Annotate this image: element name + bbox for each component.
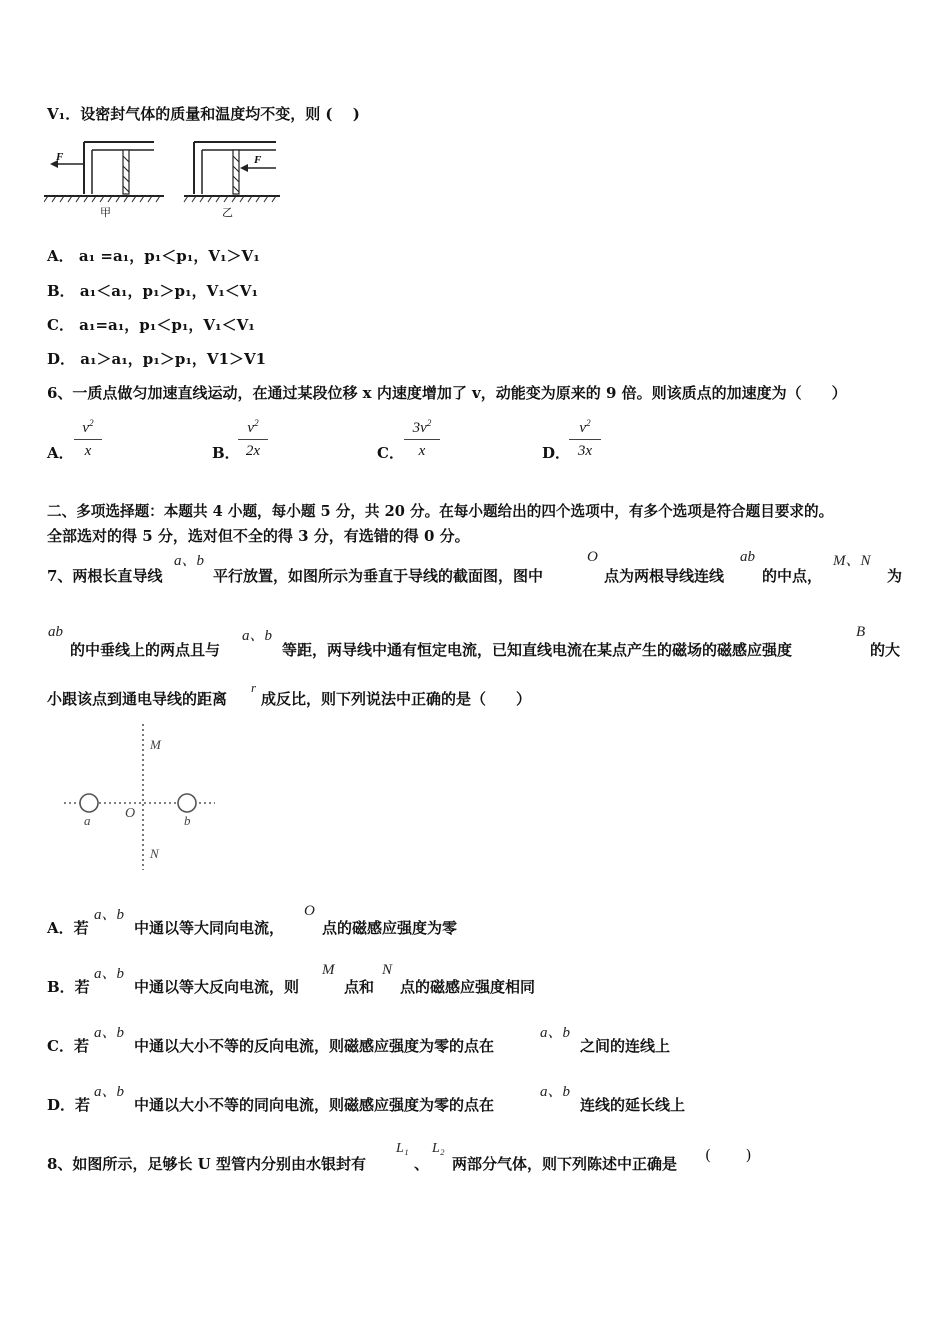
fig-label-a: a bbox=[84, 813, 91, 828]
q7-option-a-ab: a、b bbox=[94, 907, 125, 923]
q6-stem: 6、一质点做匀加速直线运动，在通过某段位移 x 内速度增加了 v，动能变为原来的 9 倍。则该质点的加速度为（ ） bbox=[47, 384, 847, 402]
q7-option-d-post: 连线的延长线上 bbox=[580, 1096, 686, 1114]
q7-option-c-ab2: a、b bbox=[540, 1025, 571, 1041]
caption-yi: 乙 bbox=[222, 206, 233, 219]
q6-option-d-label: D． bbox=[542, 444, 571, 462]
q5-option-d: D． a₁＞a₁，p₁＞p₁，V1＞V1 bbox=[47, 350, 267, 368]
q8-answer-paren: ( ) bbox=[705, 1146, 752, 1164]
q8-pre: 8、如图所示，足够长 U 型管内分别由水银封有 bbox=[47, 1155, 366, 1173]
q8-post: 两部分气体，则下列陈述中正确是 bbox=[452, 1155, 678, 1173]
q7-option-d-pre: D．若 bbox=[47, 1096, 91, 1114]
q7-line1-c: 点为两根导线连线 bbox=[604, 567, 725, 585]
q7-line2-a: 的中垂线上的两点且与 bbox=[70, 641, 221, 659]
q7-wire-figure bbox=[60, 720, 230, 880]
q7-line1-b: 平行放置，如图所示为垂直于导线的截面图，图中 bbox=[213, 567, 544, 585]
q7-sym-ab-pair-1: a、b bbox=[174, 553, 205, 569]
q7-option-c-pre: C．若 bbox=[47, 1037, 89, 1055]
caption-jia: 甲 bbox=[100, 206, 111, 219]
q7-line2-b: 等距，两导线中通有恒定电流，已知直线电流在某点产生的磁场的磁感应强度 bbox=[282, 641, 793, 659]
q8-L2: L₂ bbox=[432, 1141, 445, 1156]
section2-line2: 全部选对的得 5 分，选对但不全的得 3 分，有选错的得 0 分。 bbox=[47, 527, 470, 545]
q7-line3-a: 小跟该点到通电导线的距离 bbox=[47, 690, 228, 708]
q7-option-a-post: 点的磁感应强度为零 bbox=[322, 919, 458, 937]
q6-option-c-label: C． bbox=[377, 444, 404, 462]
q7-option-b-M: M bbox=[322, 962, 335, 978]
q8-L1: L₁ bbox=[396, 1141, 409, 1156]
wire-b-circle bbox=[178, 794, 196, 812]
q7-line2-c: 的大 bbox=[870, 641, 901, 659]
q7-sym-B: B bbox=[856, 624, 866, 640]
cylinder-yi bbox=[184, 142, 280, 202]
fig-label-N: N bbox=[150, 846, 159, 861]
q5-option-b: B． a₁＜a₁，p₁＞p₁，V₁＜V₁ bbox=[47, 282, 259, 300]
q6-option-d-fraction: $\frac{v^2}{3x}$ bbox=[569, 418, 601, 460]
q7-sym-r: r bbox=[251, 680, 257, 695]
q7-option-d-mid: 中通以大小不等的同向电流，则磁感应强度为零的点在 bbox=[134, 1096, 495, 1114]
q7-sym-O: O bbox=[587, 549, 598, 565]
q7-option-c-ab1: a、b bbox=[94, 1025, 125, 1041]
q7-option-b-mid2: 点和 bbox=[344, 978, 375, 996]
fig-label-O: O bbox=[125, 806, 136, 821]
q7-sym-ab-pair-2: a、b bbox=[242, 628, 273, 644]
q5-option-a: A． a₁ =a₁，p₁＜p₁，V₁＞V₁ bbox=[47, 247, 260, 265]
q7-sym-ab-2: ab bbox=[48, 624, 63, 640]
q7-line1-d: 的中点， bbox=[762, 567, 823, 585]
q6-option-c-fraction: $\frac{3v^2}{x}$ bbox=[404, 418, 440, 460]
q6-option-a-fraction: $\frac{v^2}{x}$ bbox=[74, 418, 102, 460]
q8-sep: 、 bbox=[414, 1155, 430, 1173]
wire-a-circle bbox=[80, 794, 98, 812]
section2-line1: 二、多项选择题：本题共 4 小题，每小题 5 分，共 20 分。在每小题给出的四个选项中，有多个选项是符合题目要求的。 bbox=[47, 503, 834, 520]
q7-line1-a: 7、两根长直导线 bbox=[47, 567, 163, 585]
force-label-left: F bbox=[56, 151, 64, 163]
q7-option-c-post: 之间的连线上 bbox=[580, 1037, 671, 1055]
q7-sym-MN: M、N bbox=[833, 553, 871, 569]
q6-option-a-label: A． bbox=[47, 444, 74, 462]
q7-option-c-mid: 中通以大小不等的反向电流，则磁感应强度为零的点在 bbox=[134, 1037, 495, 1055]
fig-label-b: b bbox=[184, 813, 191, 828]
q7-option-b-pre: B．若 bbox=[47, 978, 90, 996]
q6-option-b-label: B． bbox=[212, 444, 240, 462]
q7-option-b-N: N bbox=[382, 962, 393, 978]
q7-option-d-ab2: a、b bbox=[540, 1084, 571, 1100]
q7-option-b-mid: 中通以等大反向电流，则 bbox=[134, 978, 300, 996]
fig-label-M: M bbox=[150, 737, 161, 752]
q7-option-b-ab: a、b bbox=[94, 966, 125, 982]
q5-piston-figure bbox=[44, 136, 284, 220]
q7-line3-b: 成反比，则下列说法中正确的是（ ） bbox=[261, 690, 532, 708]
q5-option-c: C． a₁=a₁，p₁＜p₁，V₁＜V₁ bbox=[47, 316, 255, 334]
q7-line1-e: 为 bbox=[887, 567, 903, 585]
q7-sym-ab-1: ab bbox=[740, 549, 755, 565]
q7-option-a-mid: 中通以等大同向电流， bbox=[134, 919, 285, 937]
q5-stem: V₁．设密封气体的质量和温度均不变，则 ( ) bbox=[47, 105, 360, 123]
q7-option-a-O: O bbox=[304, 903, 315, 919]
q7-option-b-post: 点的磁感应强度相同 bbox=[400, 978, 536, 996]
q6-option-b-fraction: $\frac{v^2}{2x}$ bbox=[238, 418, 268, 460]
q7-option-a-pre: A．若 bbox=[47, 919, 89, 937]
force-label-right: F bbox=[254, 154, 262, 166]
q7-option-d-ab1: a、b bbox=[94, 1084, 125, 1100]
